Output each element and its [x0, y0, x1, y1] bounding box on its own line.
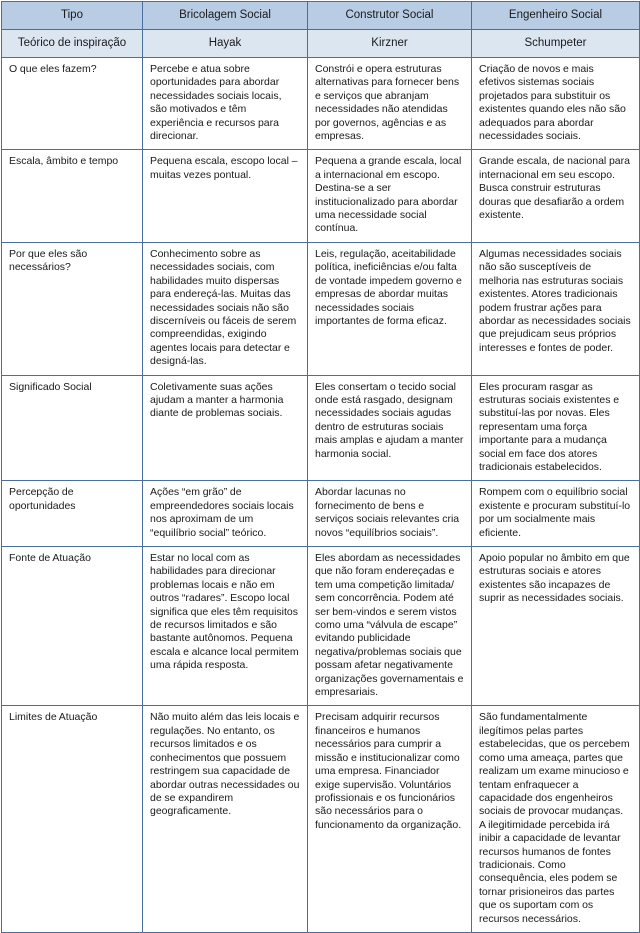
- cell-bricolagem: Ações “em grão” de empreendedores sociais locais nos aproximam de um “equilíbrio social” teórico.: [143, 481, 308, 547]
- table-row: [2, 706, 640, 933]
- column-header-construtor-social: Construtor Social: [308, 2, 472, 30]
- cell-bricolagem: Pequena escala, escopo local – muitas vezes pontual.: [143, 150, 308, 242]
- table-header-row: [2, 2, 640, 30]
- row-label: Percepção de oportunidades: [2, 481, 143, 547]
- column-header-engenheiro-social: Engenheiro Social: [472, 2, 640, 30]
- column-header-tipo: Tipo: [2, 2, 143, 30]
- cell-bricolagem: Estar no local com as habilidades para direcionar problemas locais e não em outros “radares”. Escopo local significa que eles têm requisitos de recursos limitados e são bastante autônomos. Pequena escala e alcance local permitem uma rápida resposta.: [143, 547, 308, 706]
- cell-bricolagem: Conhecimento sobre as necessidades sociais, com habilidades muito dispersas para endereçá-las. Muitas das necessidades sociais não são discerníveis ou fáceis de serem compreendidas, exigindo agentes locais para detectar e designá-las.: [143, 242, 308, 375]
- comparison-table: [1, 1, 640, 933]
- row-label: Significado Social: [2, 375, 143, 481]
- cell-engenheiro: Eles procuram rasgar as estruturas sociais existentes e substituí-las por novas. Eles representam uma força importante para a mudança social em face dos atores tradicionais estabelecidos.: [472, 375, 640, 481]
- cell-engenheiro: Rompem com o equilíbrio social existente e procuram substituí-lo por um socialmente mais eficiente.: [472, 481, 640, 547]
- cell-construtor: Pequena a grande escala, local a internacional em escopo. Destina-se a ser institucionalizado para abordar uma necessidade social contínua.: [308, 150, 472, 242]
- subheader-value-kirzner: Kirzner: [308, 30, 472, 58]
- cell-construtor: Constrói e opera estruturas alternativas para fornecer bens e serviços que abranjam necessidades não atendidas por governos, agências e as empresas.: [308, 58, 472, 150]
- table-row: [2, 150, 640, 242]
- cell-engenheiro: São fundamentalmente ilegítimos pelas partes estabelecidas, que os percebem como uma ameaça, partes que realizam um exame minucioso e tentam enfraquecer a capacidade dos engenheiros sociais de provocar mudanças. A ilegitimidade percebida irá inibir a capacidade de levantar recursos humanos de fontes tradicionais. Como consequência, eles podem se tornar prisioneiros das partes que os suportam com os recursos necessários.: [472, 706, 640, 933]
- subheader-value-hayak: Hayak: [143, 30, 308, 58]
- cell-bricolagem: Percebe e atua sobre oportunidades para abordar necessidades sociais locais, são motivados e têm experiência e recursos para direcionar.: [143, 58, 308, 150]
- cell-engenheiro: Apoio popular no âmbito em que estruturas sociais e atores existentes são incapazes de suprir as necessidades sociais.: [472, 547, 640, 706]
- subheader-value-schumpeter: Schumpeter: [472, 30, 640, 58]
- subheader-row-teorico-inspiracao: [2, 30, 640, 58]
- subheader-label: Teórico de inspiração: [2, 30, 143, 58]
- cell-construtor: Eles abordam as necessidades que não foram endereçadas e tem uma competição limitada/ sem concorrência. Podem até ser bem-vindos e serem vistos como uma “válvula de escape” evitando publicidade negativa/problemas sociais que possam afetar negativamente organizações governamentais e empresariais.: [308, 547, 472, 706]
- cell-engenheiro: Criação de novos e mais efetivos sistemas sociais projetados para substituir os existentes quando eles não são adequados para abordar necessidades sociais.: [472, 58, 640, 150]
- cell-engenheiro: Grande escala, de nacional para internacional em seu escopo. Busca construir estruturas douras que desafiarão a ordem existente.: [472, 150, 640, 242]
- row-label: O que eles fazem?: [2, 58, 143, 150]
- cell-bricolagem: Não muito além das leis locais e regulações. No entanto, os recursos limitados e os conhecimentos que possuem restringem sua capacidade de abordar outras necessidades ou de se expandirem geograficamente.: [143, 706, 308, 933]
- cell-construtor: Abordar lacunas no fornecimento de bens e serviços sociais relevantes cria novos “equilíbrios sociais”.: [308, 481, 472, 547]
- row-label: Escala, âmbito e tempo: [2, 150, 143, 242]
- row-label: Limites de Atuação: [2, 706, 143, 933]
- row-label: Por que eles são necessários?: [2, 242, 143, 375]
- table-row: [2, 375, 640, 481]
- table-row: [2, 242, 640, 375]
- row-label: Fonte de Atuação: [2, 547, 143, 706]
- cell-engenheiro: Algumas necessidades sociais não são susceptíveis de melhoria nas estruturas sociais existentes. Atores tradicionais podem frustrar ações para abordar as necessidades sociais que prejudicam seus próprios interesses e fontes de poder.: [472, 242, 640, 375]
- cell-bricolagem: Coletivamente suas ações ajudam a manter a harmonia diante de problemas sociais.: [143, 375, 308, 481]
- cell-construtor: Leis, regulação, aceitabilidade política, ineficiências e/ou falta de vontade impedem governo e empresas de abordar muitas necessidades sociais importantes de forma eficaz.: [308, 242, 472, 375]
- table-row: [2, 58, 640, 150]
- table-row: [2, 547, 640, 706]
- table-row: [2, 481, 640, 547]
- cell-construtor: Precisam adquirir recursos financeiros e humanos necessários para cumprir a missão e institucionalizar como uma empresa. Financiador exige supervisão. Voluntários profissionais e os funcionários são necessários para o funcionamento da organização.: [308, 706, 472, 933]
- column-header-bricolagem-social: Bricolagem Social: [143, 2, 308, 30]
- cell-construtor: Eles consertam o tecido social onde está rasgado, designam necessidades sociais agudas dentro de estruturas sociais mais amplas e ajudam a manter harmonia social.: [308, 375, 472, 481]
